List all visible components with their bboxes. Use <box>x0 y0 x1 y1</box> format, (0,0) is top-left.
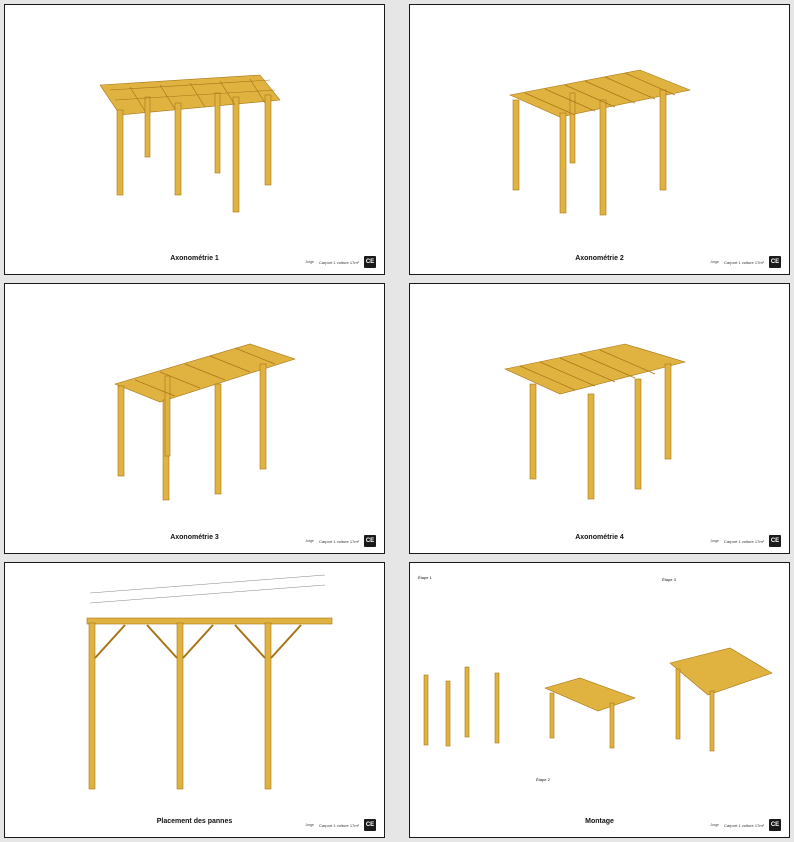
carport-elevation-drawing <box>5 563 385 838</box>
carport-drawing-4 <box>410 284 790 554</box>
logo-icon: CE <box>769 256 781 268</box>
logo-icon: CE <box>364 256 376 268</box>
project-name: Carport 1 voiture 17m² <box>723 822 764 828</box>
sheet-axonometrie-3 <box>4 283 385 554</box>
sheet-title: Axonométrie 1 <box>170 255 219 262</box>
montage-step-1-heading: Étape 1 <box>418 575 432 580</box>
sheet-footer <box>710 535 781 547</box>
logo-icon: CE <box>769 535 781 547</box>
sheet-title: Axonométrie 3 <box>170 534 219 541</box>
carport-drawing-1 <box>5 5 385 275</box>
carport-drawing-2 <box>410 5 790 275</box>
project-name: Carport 1 voiture 17m² <box>318 538 359 544</box>
project-name: Carport 1 voiture 17m² <box>318 822 359 828</box>
sheet-footer <box>305 535 376 547</box>
sheet-footer <box>305 256 376 268</box>
client-name: Jorge <box>710 260 719 264</box>
sheet-title: Placement des pannes <box>156 818 233 825</box>
montage-drawings <box>410 563 790 838</box>
client-name: Jorge <box>305 260 314 264</box>
sheet-title: Axonométrie 4 <box>575 534 624 541</box>
sheet-axonometrie-2 <box>409 4 790 275</box>
montage-step-2-heading: Étape 2 <box>536 777 550 782</box>
logo-icon: CE <box>364 535 376 547</box>
sheet-axonometrie-1 <box>4 4 385 275</box>
logo-icon: CE <box>769 819 781 831</box>
montage-step-3-heading: Étape 3 <box>662 577 676 582</box>
sheet-axonometrie-4 <box>409 283 790 554</box>
project-name: Carport 1 voiture 17m² <box>723 538 764 544</box>
sheet-title: Montage <box>585 818 614 825</box>
client-name: Jorge <box>710 823 719 827</box>
project-name: Carport 1 voiture 17m² <box>723 259 764 265</box>
sheet-footer <box>305 819 376 831</box>
sheet-placement-pannes <box>4 562 385 838</box>
sheet-footer <box>710 256 781 268</box>
sheet-title: Axonométrie 2 <box>575 255 624 262</box>
client-name: Jorge <box>305 539 314 543</box>
logo-icon: CE <box>364 819 376 831</box>
sheet-footer <box>710 819 781 831</box>
sheet-montage <box>409 562 790 838</box>
client-name: Jorge <box>710 539 719 543</box>
client-name: Jorge <box>305 823 314 827</box>
project-name: Carport 1 voiture 17m² <box>318 259 359 265</box>
carport-drawing-3 <box>5 284 385 554</box>
